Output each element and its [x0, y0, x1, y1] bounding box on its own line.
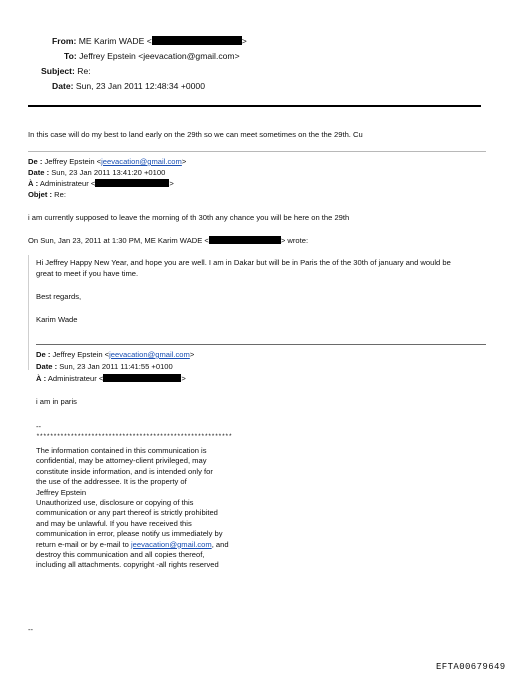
disclaimer	[36, 446, 229, 571]
disclaimer-line: destroy this communication and all copies thereof,	[36, 550, 205, 560]
bates-number: EFTA00679649	[436, 662, 506, 672]
header-subject	[41, 66, 91, 76]
quote3-de: De : Jeffrey Epstein <jeevacation@gmail.com>	[36, 350, 195, 359]
disclaimer-line: the use of the addressee. It is the property of	[36, 477, 187, 487]
disclaimer-line: and may be unlawful. If you have received this	[36, 518, 192, 528]
redaction-bar	[209, 236, 281, 244]
quote-rule	[36, 344, 486, 345]
to-label: To:	[64, 51, 77, 61]
disclaimer-line: confidential, may be attorney-client privileged, may	[36, 456, 207, 466]
subject-label: Subject:	[41, 66, 75, 76]
disclaimer-line: The information contained in this communication is	[36, 446, 207, 455]
quote3-stars: *********************************************************	[36, 433, 232, 440]
quote3-to: À : Administrateur < >	[36, 374, 186, 383]
quote-bar	[28, 255, 29, 370]
disclaimer-line: Unauthorized use, disclosure or copying of this	[36, 498, 194, 508]
header-from: From: ME Karim WADE < >	[52, 36, 247, 46]
quote1-objet: Objet : Re:	[28, 190, 66, 199]
from-value: ME Karim WADE <	[78, 36, 152, 46]
disclaimer-line: return e-mail or by e-mail to jeevacation@gmail.com, and	[36, 539, 229, 549]
quote3-body: i am in paris	[36, 397, 77, 406]
date-label: Date:	[52, 81, 74, 91]
subject-value: Re:	[77, 66, 91, 76]
disclaimer-line: Jeffrey Epstein	[36, 487, 87, 497]
separator-line	[28, 151, 486, 152]
disclaimer-line: communication or any part thereof is strictly prohibited	[36, 508, 218, 518]
to-value: Jeffrey Epstein <jeevacation@gmail.com>	[79, 51, 240, 61]
quote3-date: Date : Sun, 23 Jan 2011 11:41:55 +0100	[36, 362, 173, 371]
quote1-de: De : Jeffrey Epstein <jeevacation@gmail.com>	[28, 157, 187, 166]
header-rule	[28, 105, 481, 107]
disclaimer-line: including all attachments. copyright -all rights reserved	[36, 560, 219, 570]
quote2-signature: Karim Wade	[36, 315, 78, 324]
date-value: Sun, 23 Jan 2011 12:48:34 +0000	[75, 81, 205, 91]
footer-dashes: --	[28, 625, 34, 634]
from-label: From:	[52, 36, 77, 46]
reply-text: In this case will do my best to land early on the 29th so we can meet sometimes on the the 29th. Cu	[28, 130, 363, 139]
email-link[interactable]: jeevacation@gmail.com	[101, 157, 182, 166]
quote1-date: Date : Sun, 23 Jan 2011 13:41:20 +0100	[28, 168, 166, 177]
quote2-regards: Best regards,	[36, 292, 82, 301]
quote2-line1: Hi Jeffrey Happy New Year, and hope you are well. I am in Dakar but will be in Paris the of the 30th of january and would be	[36, 258, 451, 267]
header-date	[52, 81, 205, 91]
redaction-bar	[152, 36, 242, 45]
quote1-body: i am currently supposed to leave the morning of th 30th any chance you will be here on the 29th	[28, 213, 350, 222]
quote1-to: À : Administrateur < >	[28, 179, 174, 188]
email-link[interactable]: jeevacation@gmail.com	[109, 350, 190, 359]
wrote-line: On Sun, Jan 23, 2011 at 1:30 PM, ME Karim WADE < > wrote:	[28, 236, 309, 245]
email-link[interactable]: jeevacation@gmail.com	[130, 539, 212, 549]
disclaimer-line: communication in error, please notify us immediately by	[36, 529, 223, 539]
disclaimer-line: constitute inside information, and is intended only for	[36, 466, 213, 476]
quote2-line2: great to meet if you have time.	[36, 269, 139, 278]
quote3-dashes: --	[36, 422, 42, 431]
header-to	[64, 51, 240, 61]
redaction-bar	[95, 179, 169, 187]
redaction-bar	[103, 374, 181, 382]
